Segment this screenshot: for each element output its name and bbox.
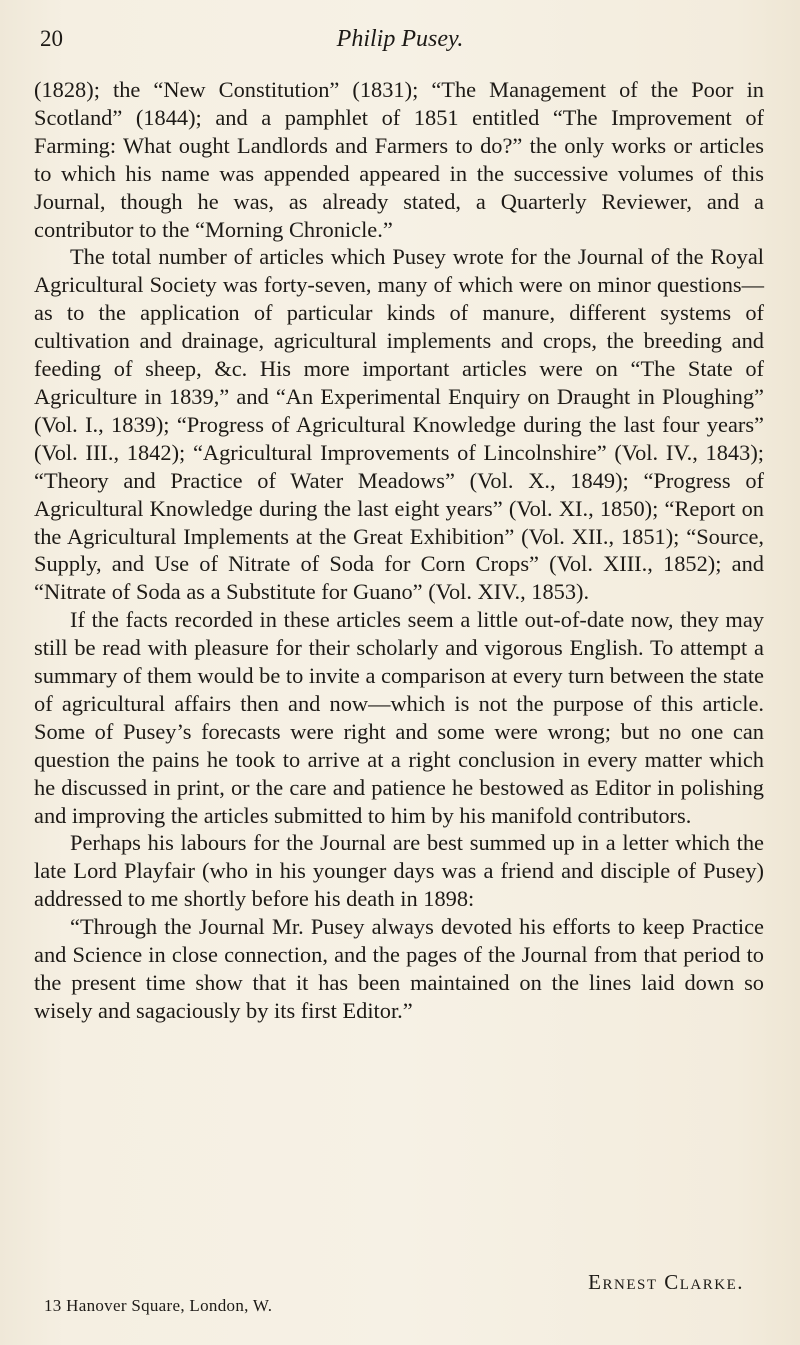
paragraph-3: If the facts recorded in these articles seem a little out-of-date now, they may still be read with pleasure for their scholarly and vigorous English. To attempt a summary of them would be to invite a comparison at every turn between the state of agricultural affairs then and now—which is not the purpose of this article. Some of Pusey’s forecasts were right and some were wrong; but no one can question the pains he took to arrive at a right conclusion in every matter which he discussed in print, or the care and patience he bestowed as Editor in polishing and improving the articles submitted to him by his manifold contributors. xyxy=(34,607,764,828)
paragraph-2: The total number of articles which Pusey wrote for the Journal of the Royal Agricultural Society was forty-seven, many of which were on minor questions—as to the application of particular kinds of manure, different systems of cultivation and drainage, agricultural implements and crops, the breeding and feeding of sheep, &c. His more important articles were on “The State of Agriculture in 1839,” and “An Experimental Enquiry on Draught in Ploughing” (Vol. I., 1839); “Progress of Agricultural Knowledge during the last four years” (Vol. III., 1842); “Agricultural Improvements of Lincolnshire” (Vol. IV., 1843); “Theory and Practice of Water Meadows” (Vol. X., 1849); “Progress of Agricultural Knowledge during the last eight years” (Vol. XI., 1850); “Report on the Agricultural Implements at the Great Exhibition” (Vol. XII., 1851); “Source, Supply, and Use of Nitrate of Soda for Corn Crops” (Vol. XIII., 1852); and “Nitrate of Soda as a Substitute for Guano” (Vol. XIV., 1853). xyxy=(34,244,764,605)
paragraph-4: Perhaps his labours for the Journal are best summed up in a letter which the late Lord Playfair (who in his younger days was a friend and disciple of Pusey) addressed to me shortly before his death in 1898: xyxy=(34,830,764,912)
paragraph-1: (1828); the “New Constitution” (1831); “The Management of the Poor in Scotland” (1844); and a pamphlet of 1851 entitled “The Improvement of Farming: What ought Landlords and Farmers to do?” the only works or articles to which his name was appended appeared in the successive volumes of this Journal, though he was, as already stated, a Quarterly Reviewer, and a contributor to the “Morning Chronicle.” xyxy=(34,77,764,242)
author-name: Ernest Clarke. xyxy=(588,1270,744,1294)
page-header xyxy=(40,26,760,66)
quoted-letter: “Through the Journal Mr. Pusey always devoted his efforts to keep Practice and Science in close connection, and the pages of the Journal from that period to the present time show that it has been maintained on the lines laid down so wisely and sagaciously by its first Editor.” xyxy=(34,914,764,1023)
page-number: 20 xyxy=(40,26,63,51)
signature-block xyxy=(34,1270,764,1330)
running-title: Philip Pusey. xyxy=(336,26,464,52)
body-text xyxy=(34,76,764,1025)
author-address: 13 Hanover Square, London, W. xyxy=(44,1296,273,1315)
